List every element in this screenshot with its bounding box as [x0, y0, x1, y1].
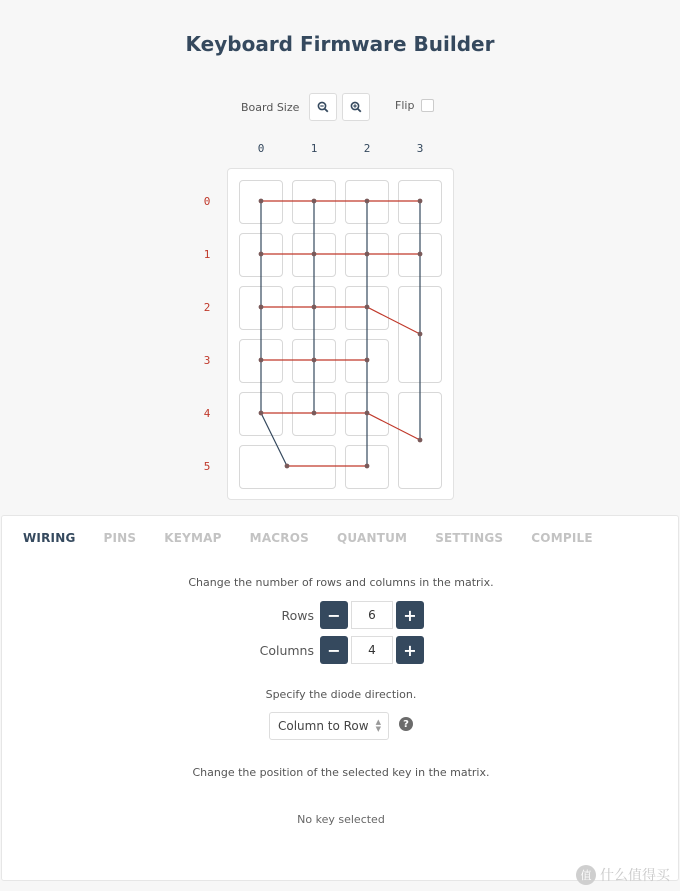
tab-keymap[interactable]: KEYMAP: [164, 531, 222, 545]
page-title: Keyboard Firmware Builder: [185, 32, 495, 56]
select-arrows-icon: ▲ ▼: [375, 718, 381, 733]
matrix-key[interactable]: [345, 339, 389, 383]
rows-stepper: [280, 601, 424, 629]
columns-increment-button[interactable]: +: [396, 636, 424, 664]
matrix-key[interactable]: [345, 286, 389, 330]
matrix-key[interactable]: [398, 286, 442, 383]
column-label: 1: [310, 142, 318, 155]
diode-help-text: Specify the diode direction.: [265, 688, 417, 701]
columns-decrement-button[interactable]: −: [320, 636, 348, 664]
column-label: 2: [363, 142, 371, 155]
flip-checkbox[interactable]: [421, 99, 434, 112]
no-key-selected-text: No key selected: [297, 813, 385, 826]
board-size-label: Board Size: [241, 100, 300, 114]
columns-value[interactable]: 4: [351, 636, 393, 664]
zoom-out-button[interactable]: [309, 93, 337, 121]
matrix-key[interactable]: [345, 233, 389, 277]
settings-panel: [1, 515, 679, 881]
matrix-key[interactable]: [239, 286, 283, 330]
column-label: 3: [416, 142, 424, 155]
row-label: 1: [203, 248, 211, 261]
matrix-key[interactable]: [239, 233, 283, 277]
columns-label: Columns: [259, 642, 314, 658]
matrix-key[interactable]: [398, 180, 442, 224]
matrix-key[interactable]: [292, 233, 336, 277]
rows-decrement-button[interactable]: −: [320, 601, 348, 629]
row-label: 5: [203, 460, 211, 473]
matrix-key[interactable]: [292, 392, 336, 436]
tab-settings[interactable]: SETTINGS: [435, 531, 504, 545]
diode-direction-select[interactable]: [269, 712, 389, 740]
row-label: 3: [203, 354, 211, 367]
matrix-key[interactable]: [398, 392, 442, 489]
zoom-in-icon: [350, 101, 362, 113]
matrix-help-text: Change the number of rows and columns in the matrix.: [188, 576, 494, 589]
tab-macros[interactable]: MACROS: [249, 531, 309, 545]
matrix-key[interactable]: [239, 392, 283, 436]
matrix-key[interactable]: [239, 180, 283, 224]
column-label: 0: [257, 142, 265, 155]
watermark: [576, 865, 670, 885]
tab-compile[interactable]: COMPILE: [531, 531, 593, 545]
columns-stepper: [254, 636, 424, 664]
rows-value[interactable]: 6: [351, 601, 393, 629]
tab-wiring[interactable]: WIRING: [23, 531, 76, 545]
row-label: 0: [203, 195, 211, 208]
watermark-text: 什么值得买: [600, 868, 670, 884]
flip-label: Flip: [395, 99, 415, 112]
matrix-key[interactable]: [345, 180, 389, 224]
matrix-key[interactable]: [292, 339, 336, 383]
watermark-logo-icon: 值: [576, 865, 596, 885]
zoom-out-icon: [317, 101, 329, 113]
matrix-key[interactable]: [239, 445, 336, 489]
diode-direction-value: Column to Row: [278, 719, 369, 733]
matrix-key[interactable]: [292, 286, 336, 330]
matrix-key[interactable]: [398, 233, 442, 277]
matrix-key[interactable]: [292, 180, 336, 224]
board-size-control: [241, 93, 375, 121]
tab-pins[interactable]: PINS: [103, 531, 137, 545]
row-label: 4: [203, 407, 211, 420]
matrix-key[interactable]: [345, 445, 389, 489]
help-icon[interactable]: ?: [399, 717, 413, 731]
flip-control: [395, 99, 434, 112]
tab-bar: [23, 531, 621, 545]
row-label: 2: [203, 301, 211, 314]
position-help-text: Change the position of the selected key in the matrix.: [192, 766, 490, 779]
rows-label: Rows: [281, 607, 314, 623]
matrix-key[interactable]: [239, 339, 283, 383]
zoom-in-button[interactable]: [342, 93, 370, 121]
rows-increment-button[interactable]: +: [396, 601, 424, 629]
tab-quantum[interactable]: QUANTUM: [337, 531, 408, 545]
matrix-key[interactable]: [345, 392, 389, 436]
